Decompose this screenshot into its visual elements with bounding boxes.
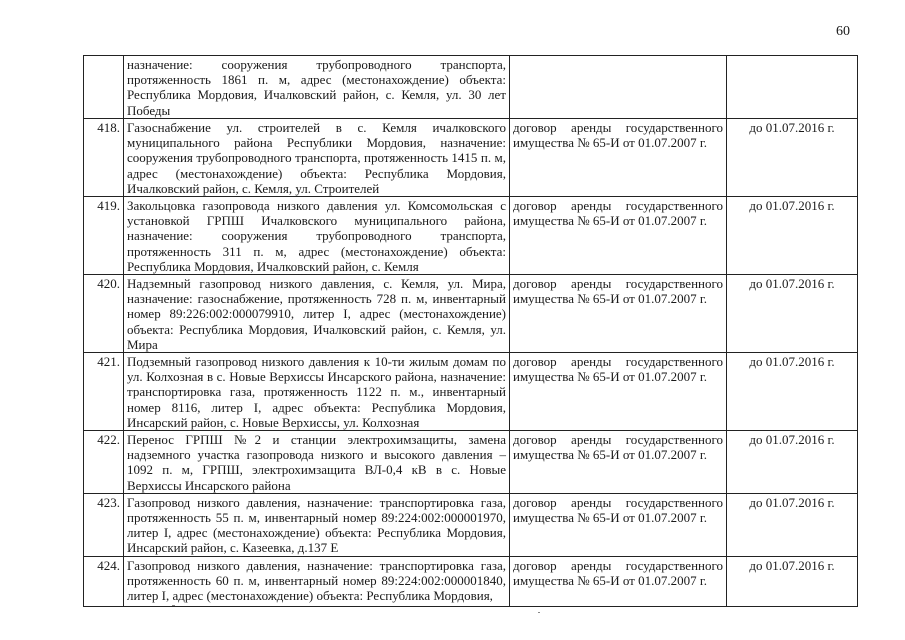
row-number: 424. [84,556,124,606]
table-row [84,119,858,197]
row-number [84,56,124,119]
lease-term [727,56,858,119]
row-number: 422. [84,431,124,494]
lease-basis: договор аренды государственного имущества № 65-И от 01.07.2007 г. [510,197,727,275]
lease-basis: договор аренды государственного имущества № 65-И от 01.07.2007 г. [510,275,727,353]
object-description: Газоснабжение ул. строителей в с. Кемля ичалковского муниципального района Республики Мордовия, назначение: сооружения трубопроводного транспорта, протяженность 1415 п. м, адрес (местонахождение) объекта: Республика Мордовия, Ичалковский район, с. Кемля, ул. Строителей [124,119,510,197]
object-description: Газопровод низкого давления, назначение: транспортировка газа, протяженность 60 п. м, инвентарный номер 89:224:002:000001840, литер I, адрес (местонахождение) объекта: Республика Мордовия, [124,556,510,606]
lease-basis: договор аренды государственного имущества № 65-И от 01.07.2007 г. [510,556,727,606]
lease-basis: договор аренды государственного имущества № 65-И от 01.07.2007 г. [510,353,727,431]
lease-basis: договор аренды государственного имущества № 65-И от 01.07.2007 г. [510,493,727,556]
lease-term: до 01.07.2016 г. [727,275,858,353]
row-number: 420. [84,275,124,353]
table-row [84,431,858,494]
row-number: 418. [84,119,124,197]
row-number: 421. [84,353,124,431]
object-description: назначение: сооружения трубопроводного транспорта, протяженность 1861 п. м, адрес (местонахождение) объекта: Республика Мордовия, Ичалковский район, с. Кемля, ул. 30 лет Победы [124,56,510,119]
object-description: Закольцовка газопровода низкого давления ул. Комсомольская с установкой ГРПШ Ичалковского муниципального района, назначение: сооружения трубопроводного транспорта, протяженность 311 п. м, адрес (местонахождение) объекта: Республика Мордовия, Ичалковский район, с. Кемля [124,197,510,275]
lease-basis: договор аренды государственного имущества № 65-И от 01.07.2007 г. [510,119,727,197]
table-row [84,275,858,353]
object-description: Перенос ГРПШ №2 и станции электрохимзащиты, замена надземного участка газопровода низкого и высокого давления – 1092 п. м, ГРПШ, электрохимзащита ВЛ-0,4 кВ в с. Новые Верхиссы Инсарского района [124,431,510,494]
lease-term: до 01.07.2016 г. [727,431,858,494]
table-row [84,353,858,431]
table-row [84,556,858,606]
scan-speck [172,605,175,606]
table-row [84,56,858,119]
lease-term: до 01.07.2016 г. [727,197,858,275]
table-row [84,197,858,275]
property-table [83,55,858,607]
object-description: Подземный газопровод низкого давления к 10-ти жилым домам по ул. Колхозная в с. Новые Верхиссы Инсарского района, назначение: транспортировка газа, протяженность 1122 п. м., инвентарный номер 8116, литер I, адрес объекта: Республика Мордовия, Инсарский район, с. Новые Верхиссы, ул. Колхозная [124,353,510,431]
object-description: Надземный газопровод низкого давления, с. Кемля, ул. Мира, назначение: газоснабжение, протяженность 728 п. м, инвентарный номер 89:226:002:000079910, литер I, адрес (местонахождение) объекта: Республика Мордовия, Ичалковский район, с. Кемля, ул. Мира [124,275,510,353]
page-number: 60 [836,24,850,39]
lease-term: до 01.07.2016 г. [727,353,858,431]
row-number: 423. [84,493,124,556]
lease-term: до 01.07.2016 г. [727,493,858,556]
lease-basis [510,56,727,119]
table-row [84,493,858,556]
scan-speck [538,612,540,613]
lease-term: до 01.07.2016 г. [727,119,858,197]
lease-basis: договор аренды государственного имущества № 65-И от 01.07.2007 г. [510,431,727,494]
row-number: 419. [84,197,124,275]
object-description: Газопровод низкого давления, назначение: транспортировка газа, протяженность 55 п. м, инвентарный номер 89:224:002:000001970, литер I, адрес (местонахождение) объекта: Республика Мордовия, Инсарский район, с. Казеевка, д.137 Е [124,493,510,556]
lease-term: до 01.07.2016 г. [727,556,858,606]
